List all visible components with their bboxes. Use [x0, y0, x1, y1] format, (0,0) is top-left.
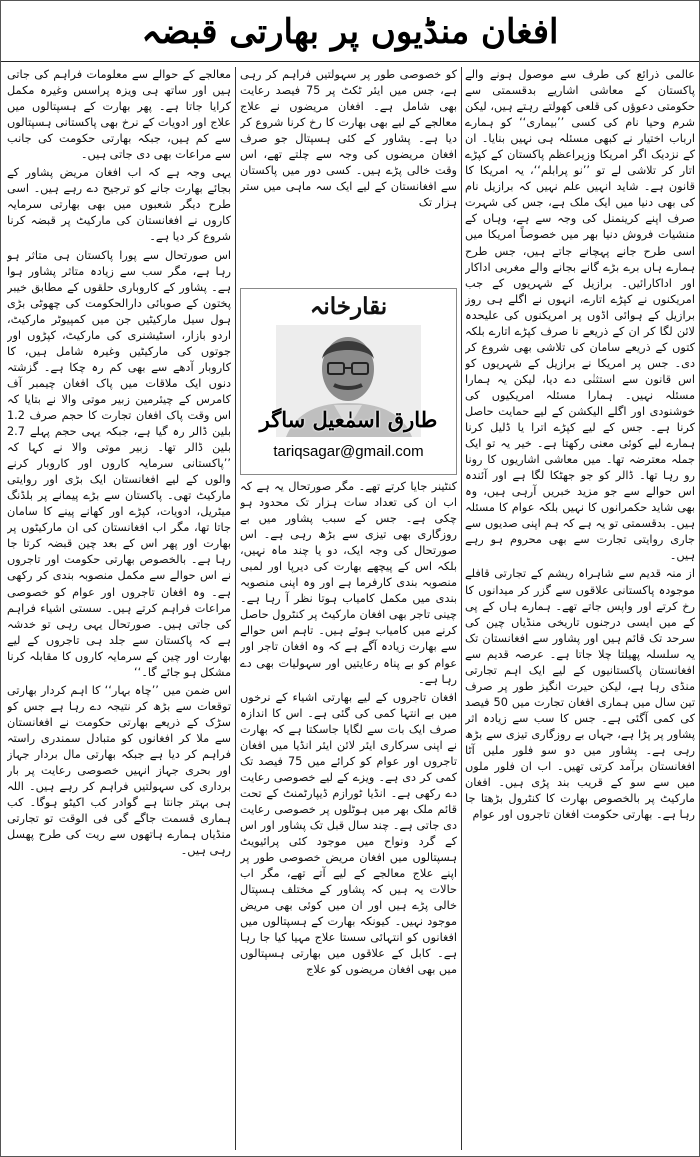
column-divider	[235, 67, 236, 1150]
paragraph: از منہ قدیم سے شاہراہ ریشم کے تجارتی قافلے موجودہ پاکستانی علاقوں سے گزر کر میدانوں کا رخ کرتے اور واپس جاتے تھے۔ ہمارے ہاں کے پی کے میں ایسی درجنوں تاریخی منڈیاں چین کی سرحد تک قائم ہیں اور پشاور سے افغانستان تک یہ سلسلہ پھیلتا چلا جاتا ہے۔ عرصہ قدیم سے افغانستان پاکستانیوں کے لیے ایک اہم تجارتی منڈی رہا ہے، لیکن حیرت انگیز طور پر صرف تین سال میں ہماری افغان تجارت میں 50 فیصد کی کمی آگئی ہے۔ جس کا سب سے زیادہ اثر پشاور پر پڑا ہے، جہاں بے روزگاری تیزی سے بڑھ رہی ہے۔ پشاور میں دو سو فلور ملیں آٹا افغانستان برآمد کرتی تھیں۔ اب ان فلور ملوں میں سے سو کے قریب بند پڑی ہیں۔ افغان مارکیٹ پر بالخصوص بھارت کا کنٹرول بڑھتا جا رہا ہے۔ بھارتی حکومت افغان تاجروں اور عوام	[465, 567, 695, 822]
column-divider	[461, 67, 462, 1150]
author-name: طارق اسمٰعیل ساگر	[259, 407, 438, 432]
byline-box	[240, 288, 457, 475]
paragraph: معالجے کے حوالے سے معلومات فراہم کی جاتی ہیں اور ساتھ ہی ویزہ پراسس وغیرہ مکمل کرایا جاتا ہے۔ پھر بھارت کے ہسپتالوں میں علاج اور ادویات کے نرخ بھی پاکستانی ہسپتالوں سے کم ہیں، جبکہ بھارتی حکومت کی جانب سے مراعات بھی دی جاتی ہیں۔	[7, 68, 231, 162]
paragraph: اس صورتحال سے پورا پاکستان ہی متاثر ہو رہا ہے، مگر سب سے زیادہ متاثر پشاور ہوا ہے۔ پشاور کے کاروباری حلقوں کے مطابق خیبر پختون کے صوبائی دارالحکومت کی چھوٹی بڑی ہول سیل مارکیٹیں جن میں کمپیوٹر مارکیٹ، اردو بازار، اسٹیشنری کی مارکیٹ، کپڑوں اور جوتوں کی مارکیٹیں وغیرہ شامل ہیں، کا کاروبار آدھے سے بھی کم رہ چکا ہے۔ گزشتہ دنوں ایک ملاقات میں پاک افغان چیمبر آف کامرس کے چیئرمین زبیر موتی والا نے بتایا کہ اس وقت پاک افغان تجارت کا حجم صرف 1.2 بلین ڈالر رہ گیا ہے، جبکہ یہی حجم پہلے 2.7 بلین ڈالر تھا۔ زبیر موتی والا نے کہا کہ ’’پاکستانی سرمایہ کاروں اور کاروبار کرنے والوں کے لیے افغانستان ایک بڑی اور روایتی مارکیٹ تھی۔ پاکستان سے بڑے پیمانے پر بلڈنگ میٹریل، ادویات، کپڑے اور کھانے پینے کا سامان جاتا تھا، مگر اب افغانستان کی ان مارکیٹوں پر بھارت اور پھر اس کے بعد چین قبضہ کرتا جا رہا ہے۔ بالخصوص بھارتی حکومت اور تاجروں نے اس حوالے سے مکمل منصوبہ بندی کر رکھی ہے۔ وہ افغان تاجروں اور عوام کو خصوصی مراعات فراہم کرتے ہیں۔ سستی اشیاء فراہم کی جاتی ہیں۔ صورتحال یہی رہی تو خدشہ ہے کہ پاکستان سے جلد ہی تاجروں کے لیے بھارت اور چین کے سرمایہ کاروں کا مقابلہ کرنا مشکل ہو جائے گا۔‘‘	[7, 248, 231, 679]
paragraph: کنٹینر جایا کرتے تھے۔ مگر صورتحال یہ ہے کہ اب ان کی تعداد سات ہزار تک محدود ہو چکی ہے۔ جس کے سبب پشاور میں بے روزگاری بھی تیزی سے بڑھ رہی ہے۔ اس صورتحال کی وجہ ایک، دو یا چند ماہ نہیں، بلکہ اس کے پیچھے بھارت کی دیرپا اور لمبی منصوبہ بندی کارفرما ہے اور وہ اپنی منصوبہ بندی میں مکمل کامیاب ہوتا نظر آ رہا ہے۔ چینی تاجر بھی افغان مارکیٹ پر کنٹرول حاصل کرنے میں کامیاب ہوئے ہیں۔ تاہم اس حوالے سے بھارت زیادہ آگے ہے کہ وہ افغان تاجر اور عوام کو بے پناہ رعایتیں اور سہولیات بھی دے رہا ہے۔	[240, 480, 457, 686]
paragraph: اس ضمن میں ’’چاہ بہار‘‘ کا اہم کردار بھارتی توقعات سے بڑھ کر نتیجہ دے رہا ہے جس کو سڑک کے ذریعے بھارتی حکومت نے افغانستان سے ملا کر افغانوں کو متبادل سمندری راستہ فراہم کر دیا ہے جبکہ بھارتی مال بردار جہاز اور بحری جہاز انہیں خصوصی رعایت پر بار برداری کی سہولتیں فراہم کر رہے ہیں۔ اللہ ہی بہتر جانتا ہے گوادر کب اکیٹو ہوگا۔ کب ہماری قسمت جاگے گی فی الوقت تو تجارتی منڈیاں ہمارے ہاتھوں سے ریت کی طرح پھسل رہی ہیں۔	[7, 683, 231, 858]
paragraph: یہی وجہ ہے کہ اب افغان مریض پشاور کے بجائے بھارت جانے کو ترجیح دے رہے ہیں۔ اسی طرح دیگر شعبوں میں بھی بھارتی سرمایہ کاروں نے افغانستان کی مارکیٹ پر قبضہ کرنا شروع کر دیا ہے۔	[7, 166, 231, 244]
article-column-left	[7, 67, 231, 1150]
paragraph: کو خصوصی طور پر سہولتیں فراہم کر رہی ہے، جس میں ایئر ٹکٹ پر 75 فیصد رعایت بھی شامل ہے۔ افغان مریضوں نے علاج معالجے کے لیے بھی بھارت کا رخ کرنا شروع کر دیا ہے۔ پشاور کے کئی ہسپتال جو صرف افغان مریضوں کی وجہ سے چلتے تھے، اس وقت خالی پڑے ہیں۔ کسی دور میں پاکستان سے افغانستان کے لیے ایک سہ ماہی میں ستر ہزار تک	[240, 68, 457, 210]
article-column-middle-top	[240, 67, 457, 285]
headline: افغان منڈیوں پر بھارتی قبضہ	[141, 11, 559, 52]
section-title: نقارخانہ	[309, 292, 388, 320]
paragraph: عالمی ذرائع کی طرف سے موصول ہونے والے پاکستان کے معاشی اشاریے بدقسمتی سے حکومتی دعوؤں کی قلعی کھولتے رہتے ہیں، لیکن شرم وحیا نام کی کسی ’’بیماری‘‘ کو ہمارے ارباب اختیار نے کبھی مسئلہ ہی نہیں بنایا۔ ان کے نزدیک اگر امریکا وزیراعظم پاکستان کے کپڑے اتار کر تلاشی لے تو ’’نو پرابلم‘‘، یہ امریکا کا قانون ہے۔ شاید انہیں علم نہیں کہ برازیل نام کی بھی دنیا میں ایک ملک ہے، جس کی شہرت صرف اپنے کرینمنل کی وجہ سے ہے، وہاں کے منشیات فروش دنیا بھر میں خصوصاً امریکا میں اسی طرح جانے پہچانے جاتے ہیں، جس طرح ہمارے ہاں برے بڑے گانے بجانے والے مغربی اداکار اور اداکارائیں۔ برازیل کے شہریوں کے جب امریکنوں نے کپڑے اتارے، انہوں نے اگلے ہی روز برازیل کے ہوائی اڈوں پر امریکنوں کی علیحدہ لائن لگا کر ان کے ذریعے نا صرف کپڑے اتارے بلکہ کتوں کے ذریعے سامان کی تلاشی بھی شروع کر دی۔ جس پر امریکا نے برازیل کے شہریوں کو اس قانون سے استثنٰی دے دیا، لیکن یہ ہمارا مسئلہ نہیں۔ ہمارا مسئلہ امریکیوں کی خوشنودی اور اگلے الیکشن کے لیے حمایت حاصل کرنا ہے۔ جس کے لیے کپڑے اترا یا ڈلیل کرنا ہمارے لیے کوئی معنی رکھتا ہے۔ خیر یہ تو ایک جملہ معترضہ تھا۔ میں معاشی اشاریوں کا رونا رو رہا تھا۔ ڈالر کو جو جھٹکا لگا ہے اور آئندہ اس حوالے سے جو مزید خبریں آرہی ہیں، وہ بھی شاید حکمرانوں کا نہیں بلکہ عوام کا مسئلہ ہیں۔ بدقسمتی تو یہ ہے کہ ہم اپنی صدیوں سے جاری روایتی تجارت سے بھی محروم ہو رہے ہیں۔	[465, 68, 695, 563]
headline-rule	[1, 61, 699, 62]
article-column-middle-bottom	[240, 479, 457, 1150]
paragraph: افغان تاجروں کے لیے بھارتی اشیاء کے نرخوں میں بے انتہا کمی کی گئی ہے۔ اس کا اندازہ صرف ایک بات سے لگایا جاسکتا ہے کہ بھارت نے اپنی سرکاری ایئر لائن ایئر انڈیا میں افغان تاجروں اور عوام کو کرائے میں 75 فیصد تک کمی کر دی ہے۔ ویزے کے لیے خصوصی رعایت دے رکھی ہے۔ انڈیا ٹورازم ڈیپارٹمنٹ کے تحت قائم ملک بھر میں ہوٹلوں پر خصوصی رعایت دی جاتی ہے۔ چند سال قبل تک پشاور اور اس کے گرد ونواح میں موجود کئی پرائیویٹ ہسپتالوں میں افغان مریض خصوصی طور پر اپنے علاج معالجے کے لیے آتے تھے، مگر اب حالات یہ ہیں کہ پشاور کے مختلف ہسپتال خالی پڑے ہیں اور ان میں کوئی بھی مریض موجود نہیں۔ کیونکہ بھارت کے ہسپتالوں میں افغانوں کو انتہائی سستا علاج مہیا کیا جا رہا ہے۔ کابل کے علاقوں میں بھارتی ہسپتالوں میں بھی افغان مریضوں کو علاج	[240, 690, 457, 977]
article-column-right	[465, 67, 695, 1150]
author-email: tariqsagar@gmail.com	[273, 443, 424, 460]
